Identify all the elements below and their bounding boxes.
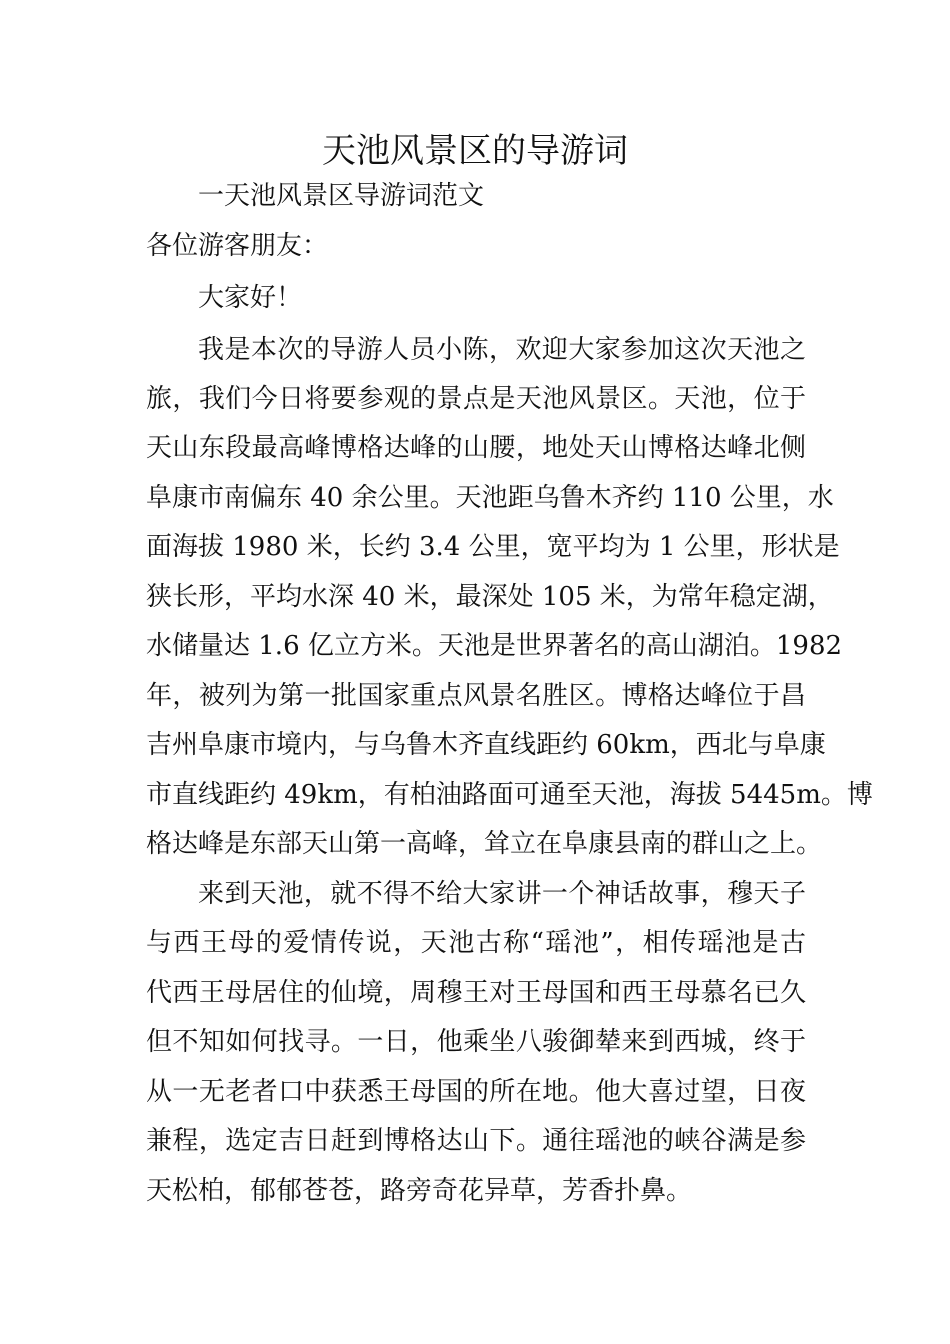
paragraph2-line: 天松柏，郁郁苍苍，路旁奇花异草，芳香扑鼻。 — [146, 1176, 693, 1206]
subtitle: 一天池风景区导游词范文 — [198, 181, 485, 211]
paragraph1-line: 阜康市南偏东 40 余公里。天池距乌鲁木齐约 110 公里，水 — [146, 483, 834, 513]
paragraph1-line: 年，被列为第一批国家重点风景名胜区。博格达峰位于昌 — [146, 681, 806, 711]
salutation: 各位游客朋友： — [146, 231, 329, 261]
paragraph2-line: 从一无老者口中获悉王母国的所在地。他大喜过望，日夜 — [146, 1077, 806, 1107]
document-title: 天池风景区的导游词 — [322, 131, 628, 171]
paragraph1-line: 旅，我们今日将要参观的景点是天池风景区。天池，位于 — [146, 384, 806, 414]
paragraph1-line: 面海拔 1980 米，长约 3.4 公里，宽平均为 1 公里，形状是 — [146, 532, 840, 562]
paragraph1-line: 水储量达 1.6 亿立方米。天池是世界著名的高山湖泊。1982 — [146, 631, 843, 661]
paragraph1-line: 狭长形，平均水深 40 米，最深处 105 米，为常年稳定湖， — [146, 582, 834, 612]
paragraph1-line: 市直线距约 49km，有柏油路面可通至天池，海拔 5445m。博 — [146, 780, 873, 810]
paragraph1-line: 我是本次的导游人员小陈，欢迎大家参加这次天池之 — [198, 335, 806, 365]
paragraph1-line: 天山东段最高峰博格达峰的山腰，地处天山博格达峰北侧 — [146, 433, 806, 463]
paragraph2-line: 代西王母居住的仙境，周穆王对王母国和西王母慕名已久 — [146, 978, 806, 1008]
paragraph2-line: 但不知如何找寻。一日，他乘坐八骏御辇来到西城，终于 — [146, 1027, 806, 1057]
paragraph2-line: 来到天池，就不得不给大家讲一个神话故事，穆天子 — [198, 879, 806, 909]
paragraph1-line: 格达峰是东部天山第一高峰，耸立在阜康县南的群山之上。 — [146, 829, 823, 859]
paragraph2-line: 兼程，选定吉日赶到博格达山下。通往瑶池的峡谷满是参 — [146, 1126, 806, 1156]
greeting: 大家好！ — [198, 283, 303, 313]
paragraph1-line: 吉州阜康市境内，与乌鲁木齐直线距约 60km，西北与阜康 — [146, 730, 826, 760]
paragraph2-line: 与西王母的爱情传说，天池古称“瑶池”，相传瑶池是古 — [146, 928, 806, 958]
